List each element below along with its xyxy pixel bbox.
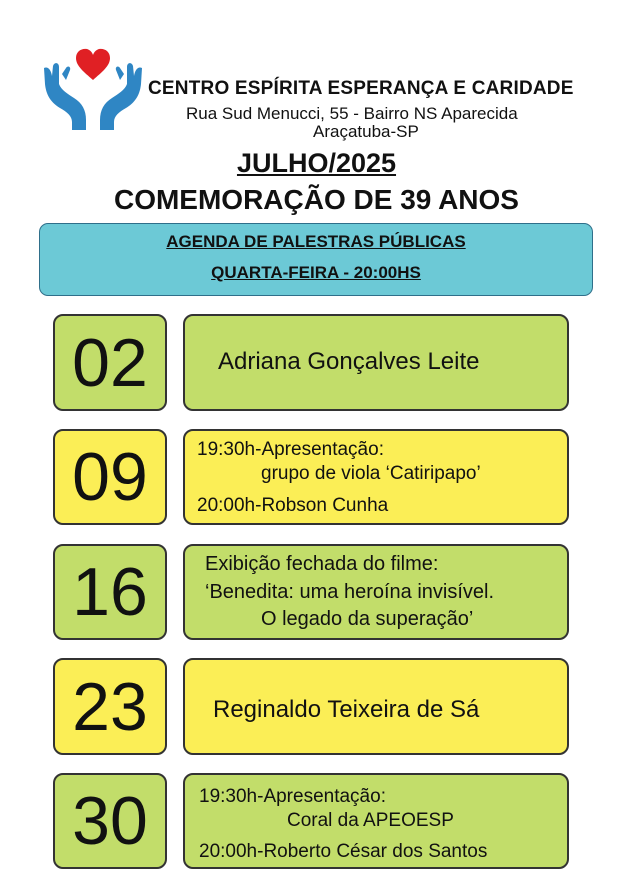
event-line: Coral da APEOESP: [287, 810, 454, 831]
event-day-09: 09: [53, 429, 167, 525]
event-line: 19:30h-Apresentação:: [197, 439, 384, 460]
speaker-name: Adriana Gonçalves Leite: [218, 348, 480, 375]
event-line: 19:30h-Apresentação:: [199, 786, 386, 807]
event-line: 20:00h-Robson Cunha: [197, 495, 389, 516]
event-day-30: 30: [53, 773, 167, 869]
banner-line-1: AGENDA DE PALESTRAS PÚBLICAS: [166, 232, 466, 251]
speaker-name: Reginaldo Teixeira de Sá: [213, 696, 480, 723]
event-details-09: [183, 429, 569, 525]
event-details-16: [183, 544, 569, 640]
organization-name: CENTRO ESPÍRITA ESPERANÇA E CARIDADE: [148, 78, 574, 99]
event-line: O legado da superação’: [261, 608, 474, 630]
event-day-16: 16: [53, 544, 167, 640]
event-details-23: [183, 658, 569, 755]
event-details-02: [183, 314, 569, 411]
banner-line-2: QUARTA-FEIRA - 20:00HS: [211, 263, 421, 282]
event-line: ‘Benedita: uma heroína invisível.: [205, 581, 495, 603]
address: Rua Sud Menucci, 55 - Bairro NS Aparecida: [186, 104, 518, 123]
schedule-banner: [39, 223, 593, 296]
anniversary-title: COMEMORAÇÃO DE 39 ANOS: [113, 184, 519, 215]
city: Araçatuba-SP: [313, 122, 419, 141]
event-line: 20:00h-Roberto César dos Santos: [199, 841, 488, 862]
event-line: Exibição fechada do filme:: [205, 553, 439, 575]
month-title: JULHO/2025: [236, 148, 397, 178]
event-day-02: 02: [53, 314, 167, 411]
event-day-23: 23: [53, 658, 167, 755]
event-line: grupo de viola ‘Catiripapo’: [261, 463, 481, 484]
hands-heart-logo-icon: [40, 44, 146, 132]
event-details-30: [183, 773, 569, 869]
